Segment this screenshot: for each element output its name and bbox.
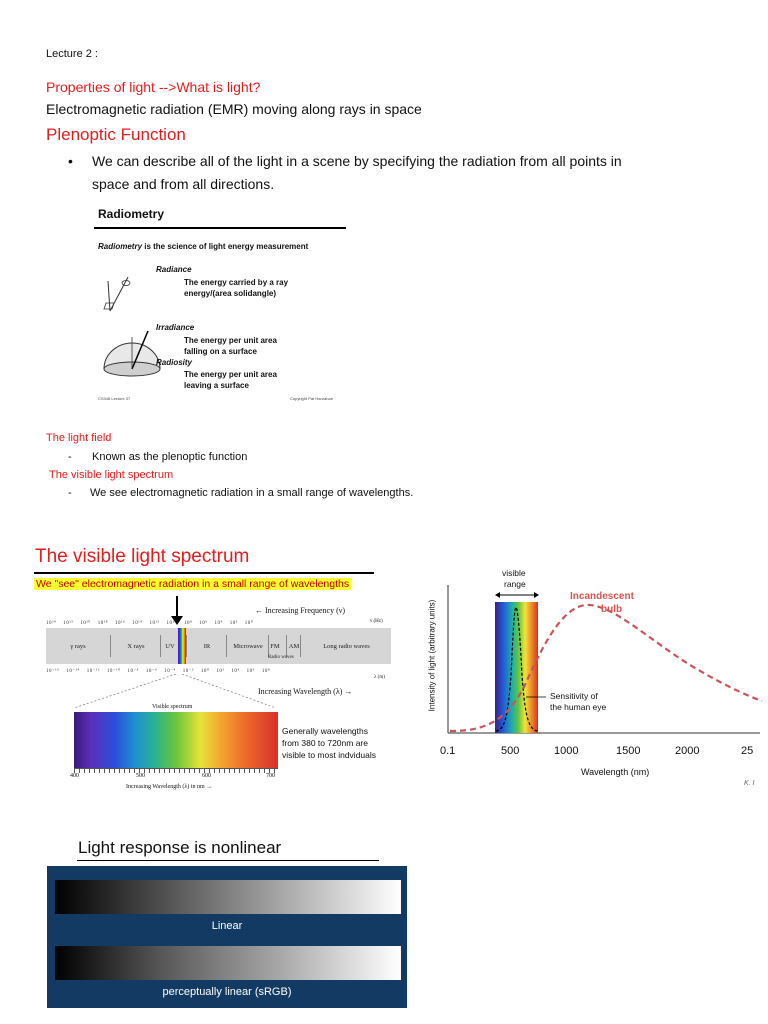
visible-spectrum-heading: The visible light spectrum xyxy=(49,469,174,481)
nonlinear-panel xyxy=(47,866,407,1008)
band-gamma: γ rays xyxy=(70,642,86,650)
tick-700: 700 xyxy=(266,773,275,779)
visible-spectrum-item: We see electromagnetic radiation in a small range of wavelengths. xyxy=(90,487,414,499)
band-xray: X rays xyxy=(110,635,161,657)
eye-label1: Sensitivity of xyxy=(550,691,598,701)
tick-600: 600 xyxy=(202,773,211,779)
nonlinear-figure xyxy=(47,826,407,1008)
band-uv: UV xyxy=(160,635,179,657)
bullet-dot: • xyxy=(68,153,73,169)
radiance-desc2: energy/(area solidangle) xyxy=(184,289,277,298)
perceptual-label: perceptually linear (sRGB) xyxy=(162,986,292,998)
plenoptic-bullet-line2: space and from all directions. xyxy=(92,176,275,192)
radiometry-definition-rest: is the science of light energy measurement xyxy=(142,242,309,251)
hemisphere-icon xyxy=(98,325,168,387)
spectrum-highlight: We "see" electromagnetic radiation in a small range of wavelengths xyxy=(36,578,350,590)
visible-ticks-bar xyxy=(74,768,278,773)
irradiance-desc2: falling on a surface xyxy=(184,347,257,356)
visible-axis-label: Increasing Wavelength (λ) in nm → xyxy=(126,784,213,790)
x-tick-2: 1000 xyxy=(554,745,579,757)
wavelength-label: Increasing Wavelength (λ) → xyxy=(258,687,353,696)
frequency-label: ← Increasing Frequency (ν) xyxy=(255,606,346,615)
visible-gradient xyxy=(74,712,278,768)
note-line1: Generally wavelengths xyxy=(282,726,368,736)
radiance-term: Radiance xyxy=(156,265,192,274)
radiometry-footer-left: CS348 Lecture 37 xyxy=(98,396,131,401)
radiance-ray-icon xyxy=(100,267,140,315)
radiance-desc1: The energy carried by a ray xyxy=(184,278,289,287)
x-tick-0: 0.1 xyxy=(440,745,456,757)
curve-figure xyxy=(410,555,764,805)
nonlinear-title-rule xyxy=(77,860,379,861)
eye-label2: the human eye xyxy=(550,702,607,712)
tick-400: 400 xyxy=(70,773,79,779)
note-line3: visible to most indviduals xyxy=(282,750,377,760)
light-field-item: Known as the plenoptic function xyxy=(92,451,248,463)
frequency-ticks: 10²⁴ 10²² 10²⁰ 10¹⁸ 10¹⁶ 10¹⁴ 10¹² 10¹⁰ 10⁸ 10⁶ 10⁴ 10² 10⁰ xyxy=(46,621,254,626)
tick-500: 500 xyxy=(136,773,145,779)
radiometry-title: Radiometry xyxy=(98,207,165,221)
x-tick-4: 2000 xyxy=(675,745,700,757)
band-visible-strip xyxy=(178,628,186,664)
y-axis-label: Intensity of light (arbitrary units) xyxy=(427,599,437,712)
radiometry-definition xyxy=(98,242,308,251)
radiosity-term: Radiosity xyxy=(156,358,193,367)
radiosity-desc1: The energy per unit area xyxy=(184,370,277,379)
x-tick-5: 25 xyxy=(741,745,754,757)
irradiance-desc1: The energy per unit area xyxy=(184,336,277,345)
x-axis-label: Wavelength (nm) xyxy=(581,767,650,777)
spectrum-title: The visible light spectrum xyxy=(35,546,250,567)
visible-spectrum-dash: - xyxy=(68,487,72,499)
nu-unit: ν (Hz) xyxy=(370,619,383,624)
spectrum-title-rule xyxy=(34,572,374,574)
radiosity-desc2: leaving a surface xyxy=(184,381,249,390)
band-fm: FM xyxy=(268,635,281,657)
x-tick-1: 500 xyxy=(501,745,520,757)
plenoptic-bullet-line1: We can describe all of the light in a scene by specifying the radiation from all points in xyxy=(92,153,622,169)
band-am: AM xyxy=(286,635,301,657)
curve-credit: K. I xyxy=(744,780,755,787)
radio-waves-label: Radio waves xyxy=(268,655,294,660)
lambda-unit: λ (m) xyxy=(374,675,385,680)
visible-range-label2: range xyxy=(504,579,526,589)
emr-line: Electromagnetic radiation (EMR) moving along rays in space xyxy=(46,101,422,117)
linear-ramp xyxy=(55,880,401,914)
visible-band xyxy=(495,602,538,733)
radiometry-definition-term: Radiometry xyxy=(98,242,143,251)
radiometry-footer-right: Copyright Pat Hanrahan xyxy=(290,396,333,401)
radiometry-rule xyxy=(94,227,346,229)
plenoptic-heading: Plenoptic Function xyxy=(46,125,186,144)
lecture-label: Lecture 2 : xyxy=(46,48,98,60)
band-ir: IR xyxy=(186,635,227,657)
wavelength-ticks: 10⁻¹⁶ 10⁻¹⁴ 10⁻¹² 10⁻¹⁰ 10⁻⁸ 10⁻⁶ 10⁻⁴ 10⁻² 10⁰ 10² 10⁴ 10⁶ 10⁸ xyxy=(46,669,271,674)
bulb-label1: Incandescent xyxy=(570,591,634,602)
emr-band-bar xyxy=(46,628,391,664)
properties-heading: Properties of light -->What is light? xyxy=(46,79,261,95)
nonlinear-title: Light response is nonlinear xyxy=(78,838,282,857)
light-field-heading: The light field xyxy=(46,432,112,444)
linear-label: Linear xyxy=(211,920,243,932)
radiometry-figure xyxy=(94,205,352,405)
visible-range-label1: visible xyxy=(502,568,526,578)
note-line2: from 380 to 720nm are xyxy=(282,738,368,748)
bulb-label2: bulb xyxy=(601,604,623,615)
visible-spectrum-label: Visible spectrum xyxy=(152,704,193,710)
band-long-radio: Long radio waves xyxy=(300,635,392,657)
spectrum-figure xyxy=(30,540,402,800)
light-field-dash: - xyxy=(68,451,72,463)
srgb-ramp xyxy=(55,946,401,980)
band-microwave: Microwave xyxy=(226,635,269,657)
irradiance-term: Irradiance xyxy=(156,323,195,332)
x-tick-3: 1500 xyxy=(616,745,641,757)
